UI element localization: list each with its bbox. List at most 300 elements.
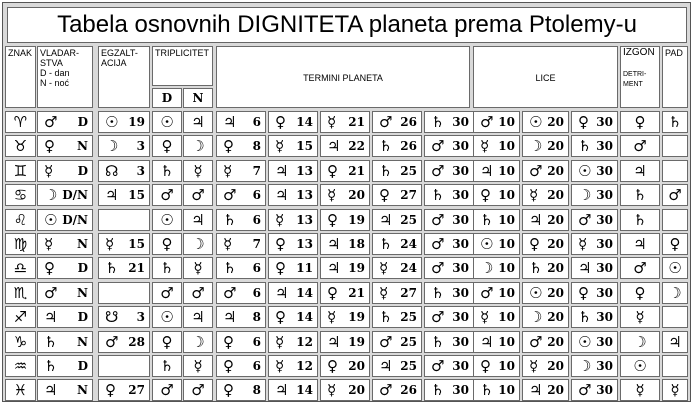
table-row-exaltation: [98, 209, 150, 231]
term-degree: 13: [296, 188, 313, 202]
term-planet-icon: ♄: [431, 333, 445, 351]
table-row-face: [522, 184, 569, 206]
exaltation-planet-icon: ♃: [105, 186, 119, 204]
face-planet-icon: ♀: [529, 235, 540, 253]
table-row-term: [216, 209, 266, 231]
ruler-planet-icon: ♄: [44, 333, 58, 351]
header-egzaltacija-line: EGZALT-: [101, 48, 138, 58]
term-planet-icon: ♄: [431, 284, 445, 302]
table-row-fall: [662, 331, 688, 353]
table-row-detriment: [620, 282, 660, 304]
table-row-trip-night: [183, 355, 213, 377]
face-degree: 20: [547, 310, 564, 324]
face-planet-icon: ☽: [578, 357, 592, 375]
ruler-planet-icon: ♂: [44, 113, 58, 131]
detriment-planet-icon: ♀: [634, 284, 646, 302]
term-planet-icon: ♀: [275, 113, 286, 131]
table-row-face: [473, 233, 520, 255]
term-degree: 19: [348, 261, 365, 275]
table-row-face: [571, 355, 618, 377]
face-planet-icon: ♃: [529, 211, 543, 229]
header-egzaltacija: [98, 46, 150, 108]
table-row-term: [216, 379, 266, 401]
table-row-face: [473, 355, 520, 377]
face-planet-icon: ☿: [480, 308, 490, 326]
face-planet-icon: ♄: [529, 259, 543, 277]
term-degree: 14: [296, 115, 313, 129]
term-planet-icon: ♃: [379, 357, 393, 375]
face-degree: 20: [547, 335, 564, 349]
table-row-trip-night: [183, 160, 213, 182]
table-row-term: [424, 209, 474, 231]
table-row-detriment: [620, 233, 660, 255]
table-row-fall: [662, 257, 688, 279]
term-degree: 15: [296, 139, 313, 153]
exaltation-degree: 3: [136, 139, 145, 153]
term-planet-icon: ♄: [379, 235, 393, 253]
table-row-ruler: [37, 331, 93, 353]
face-degree: 30: [596, 115, 613, 129]
face-planet-icon: ☽: [578, 186, 592, 204]
term-planet-icon: ☿: [379, 259, 389, 277]
table-row-trip-day: [152, 209, 182, 231]
face-planet-icon: ♄: [480, 211, 494, 229]
table-row-detriment: [620, 135, 660, 157]
table-row-term: [372, 111, 422, 133]
term-degree: 30: [452, 286, 469, 300]
face-degree: 10: [498, 383, 515, 397]
term-degree: 26: [400, 383, 417, 397]
ruler-mode: D: [77, 261, 88, 275]
fall-planet-icon: ♃: [668, 333, 682, 351]
triplicity-night-icon: ♂: [191, 381, 205, 399]
table-row-term: [372, 379, 422, 401]
face-degree: 30: [596, 310, 613, 324]
table-row-face: [571, 379, 618, 401]
zodiac-sign-icon: ♓: [13, 381, 28, 399]
header-termini: [216, 46, 470, 108]
table-row-face: [522, 282, 569, 304]
term-degree: 30: [452, 213, 469, 227]
triplicity-night-icon: ☽: [191, 333, 205, 351]
face-degree: 30: [596, 139, 613, 153]
term-degree: 30: [452, 164, 469, 178]
term-degree: 13: [296, 237, 313, 251]
table-row-trip-night: [183, 257, 213, 279]
term-planet-icon: ♃: [275, 381, 289, 399]
table-row-term: [216, 160, 266, 182]
table-row-term: [424, 331, 474, 353]
term-planet-icon: ♃: [327, 333, 341, 351]
term-degree: 6: [252, 115, 261, 129]
term-degree: 8: [252, 139, 261, 153]
table-row-exaltation: [98, 160, 150, 182]
zodiac-sign-icon: ♊: [13, 162, 28, 180]
term-planet-icon: ♀: [379, 186, 390, 204]
ruler-planet-icon: ♂: [44, 284, 58, 302]
table-row-detriment: [620, 209, 660, 231]
face-degree: 20: [547, 139, 564, 153]
detriment-planet-icon: ♃: [633, 162, 647, 180]
face-degree: 10: [498, 359, 515, 373]
table-row-trip-night: [183, 111, 213, 133]
table-row-term: [424, 282, 474, 304]
face-degree: 10: [498, 164, 515, 178]
detriment-planet-icon: ♃: [633, 235, 647, 253]
ruler-mode: N: [77, 286, 88, 300]
table-row-term: [320, 355, 370, 377]
triplicity-day-icon: ♂: [160, 186, 174, 204]
table-row-face: [473, 257, 520, 279]
face-planet-icon: ♃: [578, 259, 592, 277]
ruler-mode: N: [77, 139, 88, 153]
term-planet-icon: ♄: [431, 381, 445, 399]
table-row-face: [473, 184, 520, 206]
table-row-trip-day: [152, 331, 182, 353]
term-degree: 21: [348, 286, 365, 300]
term-planet-icon: ♄: [431, 113, 445, 131]
term-degree: 30: [452, 359, 469, 373]
face-degree: 10: [498, 213, 515, 227]
table-row-sign: [5, 184, 36, 206]
fall-planet-icon: ♂: [668, 186, 682, 204]
table-row-fall: [662, 355, 688, 377]
table-row-face: [522, 111, 569, 133]
term-planet-icon: ♃: [327, 235, 341, 253]
ruler-mode: D: [77, 310, 88, 324]
triplicity-day-icon: ♄: [160, 259, 174, 277]
table-row-exaltation: [98, 184, 150, 206]
table-row-face: [522, 160, 569, 182]
table-row-fall: [662, 282, 688, 304]
table-row-ruler: [37, 209, 93, 231]
header-izgon-line: DETRI-: [623, 71, 647, 78]
term-degree: 30: [452, 139, 469, 153]
term-degree: 14: [296, 286, 313, 300]
table-row-trip-night: [183, 282, 213, 304]
term-degree: 6: [252, 213, 261, 227]
term-degree: 18: [348, 237, 365, 251]
term-planet-icon: ☿: [223, 162, 233, 180]
table-row-term: [268, 135, 318, 157]
face-planet-icon: ☽: [529, 308, 543, 326]
header-vladarstva-line: N - noć: [40, 78, 70, 88]
header-izgon: [620, 46, 660, 108]
face-degree: 30: [596, 213, 613, 227]
table-row-exaltation: [98, 233, 150, 255]
table-row-term: [216, 257, 266, 279]
term-degree: 27: [400, 188, 417, 202]
face-planet-icon: ♄: [480, 381, 494, 399]
face-degree: 30: [596, 359, 613, 373]
term-planet-icon: ♂: [431, 259, 445, 277]
face-degree: 20: [547, 115, 564, 129]
zodiac-sign-icon: ♐: [13, 308, 28, 326]
table-row-term: [320, 209, 370, 231]
header-lice: [473, 46, 618, 108]
term-degree: 6: [252, 261, 261, 275]
table-row-term: [424, 306, 474, 328]
table-row-term: [216, 233, 266, 255]
table-row-term: [372, 184, 422, 206]
exaltation-degree: 27: [128, 383, 145, 397]
term-planet-icon: ♃: [223, 113, 237, 131]
table-row-exaltation: [98, 282, 150, 304]
table-row-term: [372, 282, 422, 304]
table-row-fall: [662, 111, 688, 133]
term-planet-icon: ♀: [327, 284, 338, 302]
face-degree: 10: [498, 188, 515, 202]
face-planet-icon: ☿: [578, 235, 588, 253]
table-row-sign: [5, 111, 36, 133]
table-row-exaltation: [98, 306, 150, 328]
face-degree: 20: [547, 188, 564, 202]
header-trip-n: [183, 88, 213, 108]
triplicity-night-icon: ☽: [191, 235, 205, 253]
table-row-term: [268, 233, 318, 255]
triplicity-day-icon: ☉: [160, 211, 174, 229]
table-row-detriment: [620, 355, 660, 377]
triplicity-day-icon: ♀: [161, 137, 173, 155]
term-planet-icon: ♃: [327, 259, 341, 277]
triplicity-night-icon: ☿: [193, 259, 203, 277]
table-row-term: [372, 257, 422, 279]
face-degree: 10: [498, 237, 515, 251]
exaltation-planet-icon: ♀: [105, 381, 116, 399]
detriment-planet-icon: ♄: [633, 186, 647, 204]
table-row-term: [320, 184, 370, 206]
header-znak: [5, 46, 36, 108]
term-planet-icon: ☿: [327, 381, 337, 399]
header-trip-d: [152, 88, 182, 108]
term-degree: 25: [400, 310, 417, 324]
table-row-ruler: [37, 111, 93, 133]
zodiac-sign-icon: ♌: [13, 211, 28, 229]
table-row-ruler: [37, 379, 93, 401]
table-row-face: [473, 331, 520, 353]
table-row-trip-night: [183, 379, 213, 401]
term-degree: 30: [452, 188, 469, 202]
table-row-face: [473, 209, 520, 231]
table-row-term: [320, 233, 370, 255]
term-degree: 19: [348, 213, 365, 227]
table-row-term: [372, 233, 422, 255]
face-degree: 30: [596, 188, 613, 202]
header-vladarstva-line: VLADAR-: [40, 48, 80, 58]
table-row-fall: [662, 233, 688, 255]
table-row-term: [424, 135, 474, 157]
table-row-face: [571, 135, 618, 157]
term-planet-icon: ☿: [275, 357, 285, 375]
term-degree: 6: [252, 188, 261, 202]
term-degree: 30: [452, 237, 469, 251]
term-planet-icon: ♃: [275, 162, 289, 180]
table-row-term: [424, 379, 474, 401]
triplicity-night-icon: ♃: [191, 211, 205, 229]
face-planet-icon: ♀: [480, 357, 491, 375]
table-row-trip-day: [152, 184, 182, 206]
term-planet-icon: ♃: [223, 308, 237, 326]
term-planet-icon: ♀: [223, 137, 234, 155]
table-row-term: [424, 233, 474, 255]
term-degree: 30: [452, 115, 469, 129]
table-row-face: [571, 160, 618, 182]
term-degree: 25: [400, 335, 417, 349]
exaltation-degree: 21: [128, 261, 145, 275]
ruler-planet-icon: ☽: [44, 186, 58, 204]
term-planet-icon: ☿: [275, 333, 285, 351]
table-row-ruler: [37, 282, 93, 304]
face-planet-icon: ♀: [578, 284, 589, 302]
table-row-trip-day: [152, 306, 182, 328]
table-row-face: [522, 233, 569, 255]
table-row-term: [216, 111, 266, 133]
header-triplicitet-label: TRIPLICITET: [155, 48, 210, 58]
table-row-term: [216, 282, 266, 304]
zodiac-sign-icon: ♋: [13, 186, 28, 204]
face-planet-icon: ♂: [480, 113, 494, 131]
term-degree: 30: [452, 261, 469, 275]
exaltation-planet-icon: ☉: [105, 113, 119, 131]
table-row-trip-day: [152, 282, 182, 304]
term-degree: 14: [296, 310, 313, 324]
table-row-sign: [5, 135, 36, 157]
table-row-term: [320, 257, 370, 279]
table-row-trip-night: [183, 233, 213, 255]
table-row-face: [571, 257, 618, 279]
face-degree: 10: [498, 115, 515, 129]
triplicity-day-icon: ♄: [160, 357, 174, 375]
term-degree: 14: [296, 383, 313, 397]
term-planet-icon: ♂: [431, 357, 445, 375]
table-row-term: [372, 355, 422, 377]
table-row-term: [372, 209, 422, 231]
triplicity-day-icon: ♂: [160, 381, 174, 399]
table-row-face: [571, 184, 618, 206]
term-planet-icon: ♄: [223, 259, 237, 277]
table-row-face: [522, 379, 569, 401]
table-row-ruler: [37, 233, 93, 255]
term-degree: 24: [400, 261, 417, 275]
exaltation-degree: 15: [128, 188, 145, 202]
face-planet-icon: ♂: [578, 211, 592, 229]
face-degree: 20: [547, 359, 564, 373]
face-degree: 30: [596, 237, 613, 251]
header-pad-label: PAD: [665, 48, 683, 58]
term-degree: 30: [452, 310, 469, 324]
face-planet-icon: ♂: [529, 162, 543, 180]
detriment-planet-icon: ♀: [634, 113, 646, 131]
detriment-planet-icon: ♄: [633, 211, 647, 229]
face-planet-icon: ☉: [578, 162, 592, 180]
table-row-detriment: [620, 184, 660, 206]
zodiac-sign-icon: ♒: [13, 357, 28, 375]
exaltation-degree: 15: [128, 237, 145, 251]
table-row-sign: [5, 209, 36, 231]
face-planet-icon: ☿: [529, 357, 539, 375]
table-row-term: [216, 355, 266, 377]
term-degree: 25: [400, 359, 417, 373]
table-row-face: [571, 331, 618, 353]
table-row-detriment: [620, 111, 660, 133]
table-row-fall: [662, 209, 688, 231]
table-row-face: [571, 233, 618, 255]
fall-planet-icon: ♀: [669, 235, 681, 253]
term-degree: 20: [348, 359, 365, 373]
face-planet-icon: ☉: [578, 333, 592, 351]
face-degree: 20: [547, 213, 564, 227]
face-degree: 20: [547, 237, 564, 251]
table-row-term: [320, 160, 370, 182]
face-planet-icon: ☽: [480, 259, 494, 277]
table-row-exaltation: [98, 111, 150, 133]
term-degree: 8: [252, 383, 261, 397]
triplicity-night-icon: ♃: [191, 308, 205, 326]
ruler-mode: D: [77, 115, 88, 129]
term-degree: 12: [296, 359, 313, 373]
ruler-planet-icon: ♀: [44, 137, 55, 155]
face-degree: 10: [498, 286, 515, 300]
zodiac-sign-icon: ♑: [13, 333, 28, 351]
triplicity-day-icon: ☉: [160, 308, 174, 326]
table-row-term: [372, 160, 422, 182]
term-degree: 21: [348, 115, 365, 129]
table-row-fall: [662, 184, 688, 206]
term-planet-icon: ♂: [379, 333, 393, 351]
term-planet-icon: ♄: [379, 137, 393, 155]
term-degree: 30: [452, 335, 469, 349]
face-planet-icon: ☿: [529, 186, 539, 204]
table-row-trip-day: [152, 111, 182, 133]
header-termini-label: TERMINI PLANETA: [303, 73, 383, 83]
table-row-term: [320, 331, 370, 353]
table-row-term: [320, 306, 370, 328]
term-planet-icon: ♂: [223, 284, 237, 302]
table-row-sign: [5, 355, 36, 377]
term-degree: 13: [296, 164, 313, 178]
term-degree: 25: [400, 213, 417, 227]
table-row-term: [320, 111, 370, 133]
table-row-face: [522, 331, 569, 353]
detriment-planet-icon: ☿: [635, 308, 645, 326]
zodiac-sign-icon: ♎: [13, 259, 28, 277]
table-row-term: [268, 306, 318, 328]
triplicity-night-icon: ♂: [191, 186, 205, 204]
table-row-term: [320, 282, 370, 304]
table-row-term: [268, 379, 318, 401]
term-degree: 11: [296, 261, 313, 275]
face-planet-icon: ☽: [529, 137, 543, 155]
detriment-planet-icon: ☿: [635, 381, 645, 399]
term-degree: 25: [400, 164, 417, 178]
table-row-term: [424, 184, 474, 206]
table-row-trip-day: [152, 233, 182, 255]
table-row-exaltation: [98, 379, 150, 401]
exaltation-planet-icon: ☊: [105, 162, 119, 180]
term-planet-icon: ♃: [275, 186, 289, 204]
table-row-trip-day: [152, 135, 182, 157]
table-row-face: [473, 160, 520, 182]
table-row-term: [424, 257, 474, 279]
table-row-face: [571, 209, 618, 231]
face-planet-icon: ☿: [480, 137, 490, 155]
table-row-term: [216, 306, 266, 328]
table-row-face: [522, 257, 569, 279]
face-planet-icon: ♂: [529, 333, 543, 351]
face-degree: 30: [596, 164, 613, 178]
table-row-face: [473, 282, 520, 304]
term-planet-icon: ☿: [275, 211, 285, 229]
